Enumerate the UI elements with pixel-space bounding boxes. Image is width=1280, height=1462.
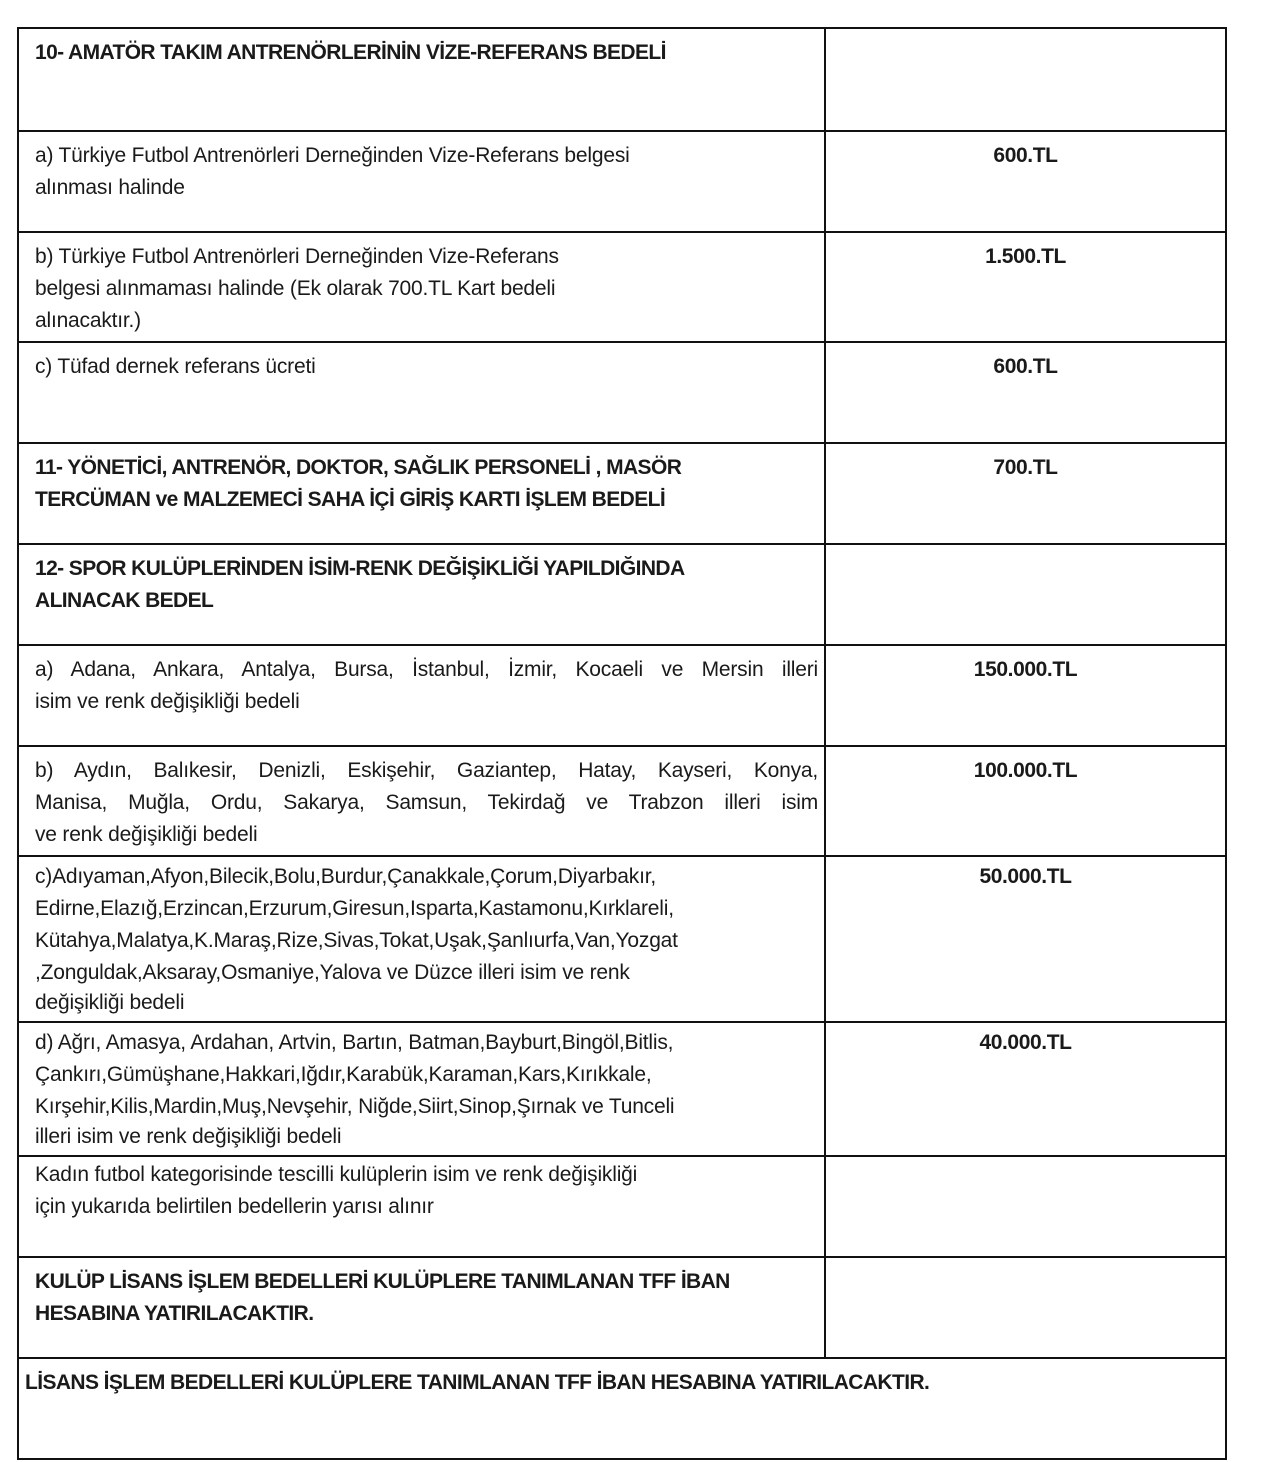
table-row [18,342,1226,443]
fee-description: a) Adana, Ankara, Antalya, Bursa, İstanbul, İzmir, Kocaeli ve Mersin illeri isim ve renk değişikliği bedeli [35,658,818,713]
fee-amount: 1.500.TL [985,245,1066,268]
fee-amount: 600.TL [993,144,1058,167]
fee-description: c) Tüfad dernek referans ücreti [35,355,316,378]
table-row [18,544,1226,645]
table-row [18,1257,1226,1358]
amount-cell [825,232,1226,342]
fee-table [17,27,1227,1460]
amount-cell [825,746,1226,856]
description-cell [18,131,825,232]
amount-cell [825,1156,1226,1257]
description-cell [18,28,825,131]
amount-cell [825,1257,1226,1358]
fee-amount [826,1157,1225,1169]
description-cell [18,544,825,645]
footer-note: LİSANS İŞLEM BEDELLERİ KULÜPLERE TANIMLANAN TFF İBAN HESABINA YATIRILACAKTIR. [25,1371,930,1394]
description-cell [18,1156,825,1257]
amount-cell [825,645,1226,746]
amount-cell [825,443,1226,544]
description-cell [18,232,825,342]
fee-amount: 700.TL [993,456,1058,479]
table-row [18,856,1226,1022]
table-row [18,1022,1226,1156]
amount-cell [825,28,1226,131]
table-row [18,1156,1226,1257]
amount-cell [825,544,1226,645]
description-cell [18,1022,825,1156]
description-cell [18,746,825,856]
table-row [18,1358,1226,1459]
table-row [18,232,1226,342]
amount-cell [825,342,1226,443]
fee-amount: 50.000.TL [979,865,1072,888]
description-cell [18,1257,825,1358]
fee-description: a) Türkiye Futbol Antrenörleri Derneğinden Vize-Referans belgesi alınması halinde [35,144,630,199]
amount-cell [825,856,1226,1022]
payment-note: KULÜP LİSANS İŞLEM BEDELLERİ KULÜPLERE TANIMLANAN TFF İBAN HESABINA YATIRILACAKTIR. [35,1270,730,1325]
table-row [18,131,1226,232]
fee-description: d) Ağrı, Amasya, Ardahan, Artvin, Bartın, Batman,Bayburt,Bingöl,Bitlis, Çankırı,Gümüşhane,Hakkari,Iğdır,Karabük,Karaman,Kars,Kırıkkale, Kırşehir,Kilis,Mardin,Muş,Nevşehir, Niğde,Siirt,Sinop,Şırnak ve Tunceli illeri isim ve renk değişikliği bedeli [35,1031,675,1148]
description-cell [18,645,825,746]
amount-cell [825,131,1226,232]
fee-amount: 100.000.TL [973,759,1078,782]
section-heading: 12- SPOR KULÜPLERİNDEN İSİM-RENK DEĞİŞİKLİĞİ YAPILDIĞINDA ALINACAK BEDEL [35,557,685,612]
fee-amount [826,545,1225,557]
fee-description: b) Aydın, Balıkesir, Denizli, Eskişehir, Gaziantep, Hatay, Kayseri, Konya, Manisa, Muğla, Ordu, Sakarya, Samsun, Tekirdağ ve Trabzon illeri isim ve renk değişikliği bedeli [35,759,818,846]
fee-amount [826,29,1225,41]
description-cell [18,856,825,1022]
description-cell [18,342,825,443]
fee-description: c)Adıyaman,Afyon,Bilecik,Bolu,Burdur,Çanakkale,Çorum,Diyarbakır, Edirne,Elazığ,Erzincan,Erzurum,Giresun,Isparta,Kastamonu,Kırklareli, Kütahya,Malatya,K.Maraş,Rize,Sivas,Tokat,Uşak,Şanlıurfa,Van,Yozgat ,Zonguldak,Aksaray,Osmaniye,Yalova ve Düzce illeri isim ve renk değişikliği bedeli [35,865,678,1014]
fee-amount: 150.000.TL [973,658,1078,681]
amount-cell [825,1022,1226,1156]
fee-amount: 40.000.TL [979,1031,1072,1054]
table-row [18,746,1226,856]
section-heading: 11- YÖNETİCİ, ANTRENÖR, DOKTOR, SAĞLIK PERSONELİ , MASÖR TERCÜMAN ve MALZEMECİ SAHA İÇİ GİRİŞ KARTI İŞLEM BEDELİ [35,456,682,511]
footer-cell [18,1358,1226,1459]
fee-description: Kadın futbol kategorisinde tescilli kulüplerin isim ve renk değişikliği için yukarıda belirtilen bedellerin yarısı alınır [35,1163,638,1218]
section-heading: 10- AMATÖR TAKIM ANTRENÖRLERİNİN VİZE-REFERANS BEDELİ [35,41,666,64]
fee-amount [826,1258,1225,1270]
table-row [18,645,1226,746]
table-row [18,443,1226,544]
description-cell [18,443,825,544]
fee-description: b) Türkiye Futbol Antrenörleri Derneğinden Vize-Referans belgesi alınmaması halinde (Ek olarak 700.TL Kart bedeli alınacaktır.) [35,245,559,332]
fee-amount: 600.TL [993,355,1058,378]
table-row [18,28,1226,131]
